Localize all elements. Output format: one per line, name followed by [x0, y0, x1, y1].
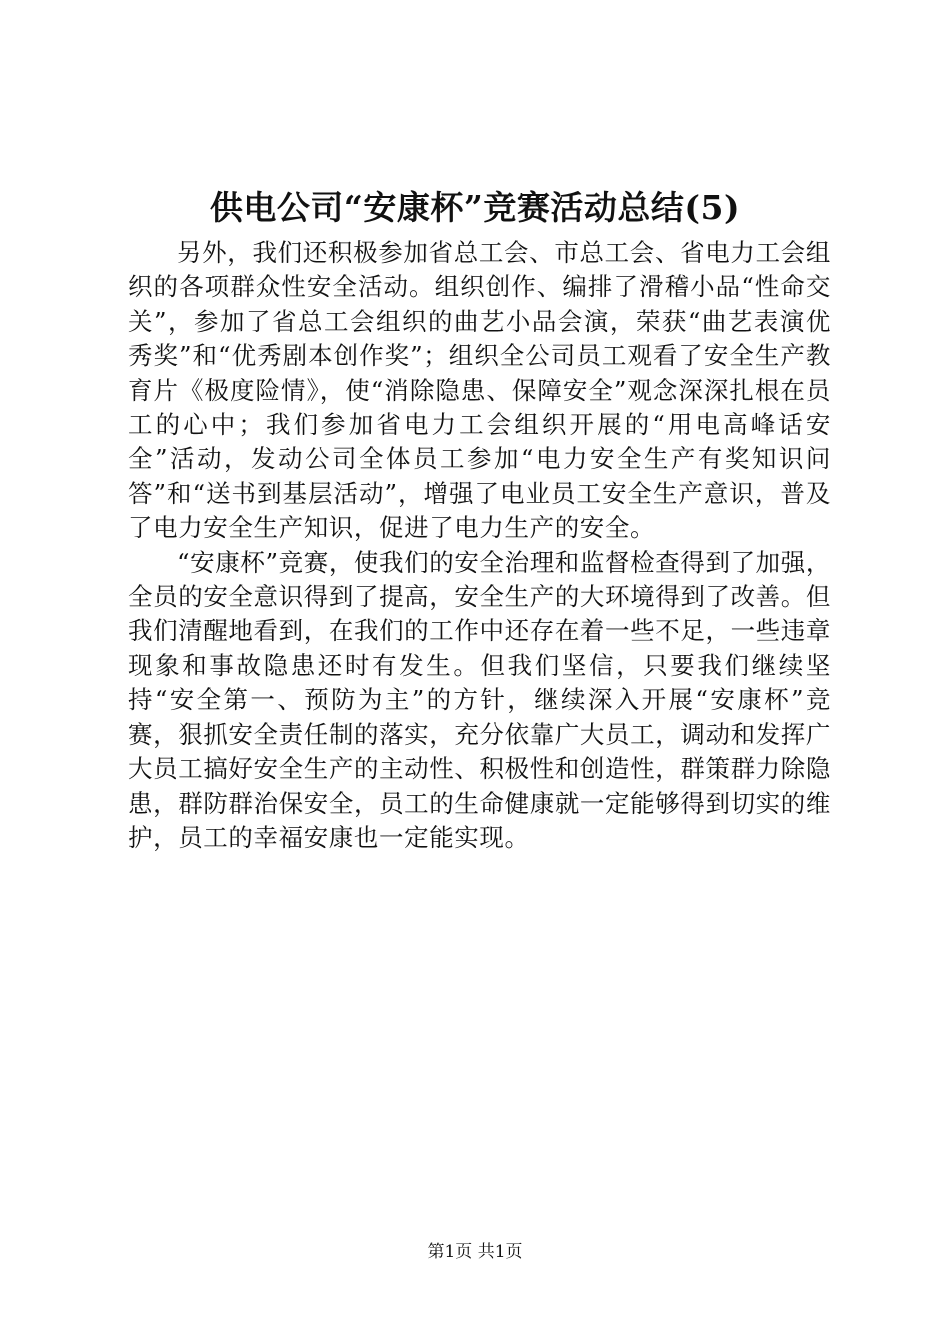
document-title: 供电公司“安康杯”竞赛活动总结(5) — [209, 188, 741, 227]
page-footer: 第1页 共1页 — [427, 1242, 523, 1262]
document-body — [128, 236, 831, 855]
paragraph-1: 另外，我们还积极参加省总工会、市总工会、省电力工会组织的各项群众性安全活动。组织创作、编排了滑稽小品“性命交关”，参加了省总工会组织的曲艺小品会演，荣获“曲艺表演优秀奖”和“优秀剧本创作奖”；组织全公司员工观看了安全生产教育片《极度险情》，使“消除隐患、保障安全”观念深深扎根在员工的心中；我们参加省电力工会组织开展的“用电高峰话安全”活动，发动公司全体员工参加“电力安全生产有奖知识问答”和“送书到基层活动”，增强了电业员工安全生产意识，普及了电力安全生产知识，促进了电力生产的安全。 — [128, 238, 831, 543]
paragraph-2: “安康杯”竞赛，使我们的安全治理和监督检查得到了加强，全员的安全意识得到了提高，安全生产的大环境得到了改善。但我们清醒地看到，在我们的工作中还存在着一些不足，一些违章现象和事故隐患还时有发生。但我们坚信，只要我们继续坚持“安全第一、预防为主”的方针，继续深入开展“安康杯”竞赛，狠抓安全责任制的落实，充分依靠广大员工，调动和发挥广大员工搞好安全生产的主动性、积极性和创造性，群策群力除隐患，群防群治保安全，员工的生命健康就一定能够得到切实的维护，员工的幸福安康也一定能实现。 — [128, 547, 831, 852]
